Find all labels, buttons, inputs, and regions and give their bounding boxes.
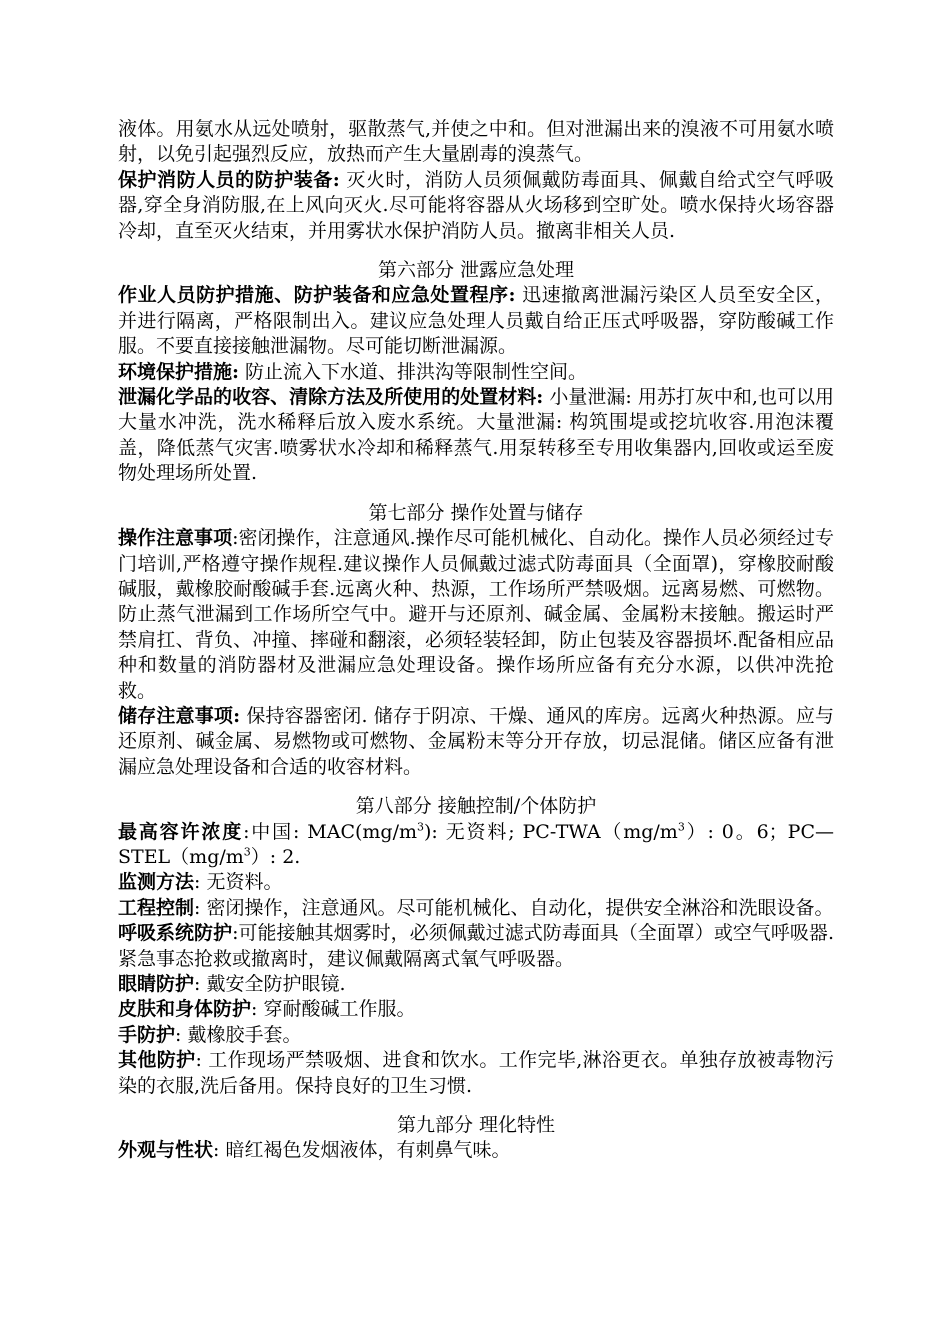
monitoring-method-label: 监测方法	[118, 871, 195, 894]
exposure-limit-paragraph: 最高容许浓度:中国: $MAC(mg/m^3)$: 无资料; $PC-TWA(mg/m^3)$: 0。6；$PC—STEL(mg/m^3)$: 2.	[118, 820, 834, 868]
other-protection-label: 其他防护	[118, 1049, 196, 1072]
appearance-label: 外观与性状	[118, 1139, 214, 1162]
personnel-protection-paragraph: 作业人员防护措施、防护装备和应急处置程序: 迅速撤离泄漏污染区人员至安全区，并进行隔离，严格限制出入。建议应急处理人员戴自给正压式呼吸器，穿防酸碱工作服。不要直接接触泄漏物。尽可能切断泄漏源。	[118, 284, 835, 358]
storage-precautions-paragraph: 储存注意事项: 保持容器密闭. 储存于阴凉、干燥、通风的库房。远离火种热源。应与还原剂、碱金属、易燃物或可燃物、金属粉末等分开存放，切忌混储。储区应备有泄漏应急处理设备和合适的收容材料。	[118, 704, 835, 778]
handling-precautions-paragraph: 操作注意事项:密闭操作，注意通风.操作尽可能机械化、自动化。操作人员必须经过专门培训,严格遵守操作规程.建议操作人员佩戴过滤式防毒面具（全面罩)，穿橡胶耐酸碱服，戴橡胶耐酸碱手套.远离火种、热源，工作场所严禁吸烟。远离易燃、可燃物。防止蒸气泄漏到工作场所空气中。避开与还原剂、碱金属、金属粉末接触。搬运时严禁肩扛、背负、冲撞、摔碰和翻滚，必须轻装轻卸，防止包装及容器损坏.配备相应品种和数量的消防器材及泄漏应急处理设备。操作场所应备有充分水源，以供冲洗抢救。	[118, 527, 834, 702]
section-9-title: 第九部分 理化特性	[396, 1114, 556, 1137]
section-7-title: 第七部分 操作处置与储存	[368, 501, 584, 524]
spill-cleanup-paragraph: 泄漏化学品的收容、清除方法及所使用的处置材料: 小量泄漏: 用苏打灰中和,也可以用大量水冲洗，洗水稀释后放入废水系统。大量泄漏: 构筑围堤或挖坑收容.用泡沫覆盖，降低蒸气灾害.喷雾状水冷却和稀释蒸气.用泵转移至专用收集器内,回收或运至废物处理场所处置.	[118, 386, 834, 485]
document-page	[118, 117, 834, 1164]
firefighter-protection-label: 保护消防人员的防护装备:	[118, 168, 340, 191]
exposure-limit-label: 最高容许浓度	[118, 820, 244, 843]
environment-protection-paragraph: 环境保护措施: 防止流入下水道、排洪沟等限制性空间。	[118, 360, 588, 383]
other-protection-paragraph: 其他防护: 工作现场严禁吸烟、进食和饮水。工作完毕,淋浴更衣。单独存放被毒物污染的衣服,洗后备用。保持良好的卫生习惯.	[118, 1049, 834, 1097]
environment-protection-label: 环境保护措施:	[118, 360, 240, 383]
engineering-control-label: 工程控制	[118, 896, 195, 919]
skin-protection-paragraph: 皮肤和身体防护: 穿耐酸碱工作服。	[118, 998, 416, 1021]
storage-precautions-label: 储存注意事项:	[118, 704, 241, 727]
eye-protection-label: 眼睛防护	[118, 973, 195, 995]
eye-protection-paragraph: 眼睛防护: 戴安全防护眼镜.	[118, 973, 346, 995]
section-8-title: 第八部分 接触控制/个体防护	[355, 795, 597, 818]
monitoring-method-paragraph: 监测方法: 无资料。	[118, 871, 283, 894]
firefighter-protection-paragraph: 保护消防人员的防护装备: 灭火时，消防人员须佩戴防毒面具、佩戴自给式空气呼吸器,穿全身消防服,在上风向灭火.尽可能将容器从火场移到空旷处。喷水保持火场容器冷却，直至灭火结束，并用雾状水保护消防人员。撤离非相关人员.	[118, 168, 835, 242]
hand-protection-paragraph: 手防护: 戴橡胶手套。	[118, 1023, 302, 1046]
respiratory-protection-paragraph: 呼吸系统防护:可能接触其烟雾时，必须佩戴过滤式防毒面具（全面罩）或空气呼吸器. 紧急事态抢救或撤离时，建议佩戴隔离式氧气呼吸器。	[118, 922, 834, 970]
section-6-title: 第六部分 泄露应急处理	[377, 259, 575, 282]
engineering-control-paragraph: 工程控制: 密闭操作，注意通风。尽可能机械化、自动化，提供安全淋浴和洗眼设备。	[118, 896, 834, 919]
skin-protection-label: 皮肤和身体防护	[118, 998, 252, 1021]
personnel-protection-label: 作业人员防护措施、防护装备和应急处置程序:	[118, 284, 516, 307]
fire-fighting-continuation: 液体。用氨水从远处喷射，驱散蒸气,并使之中和。但对泄漏出来的溴液不可用氨水喷射，以免引起强烈反应，放热而产生大量剧毒的溴蒸气。	[118, 118, 834, 166]
handling-precautions-label: 操作注意事项	[118, 527, 233, 550]
hand-protection-label: 手防护	[118, 1023, 176, 1046]
appearance-paragraph: 外观与性状: 暗红褐色发烟液体，有刺鼻气味。	[118, 1139, 511, 1162]
respiratory-protection-label: 呼吸系统防护	[118, 922, 233, 945]
spill-cleanup-label: 泄漏化学品的收容、清除方法及所使用的处置材料:	[118, 386, 544, 409]
